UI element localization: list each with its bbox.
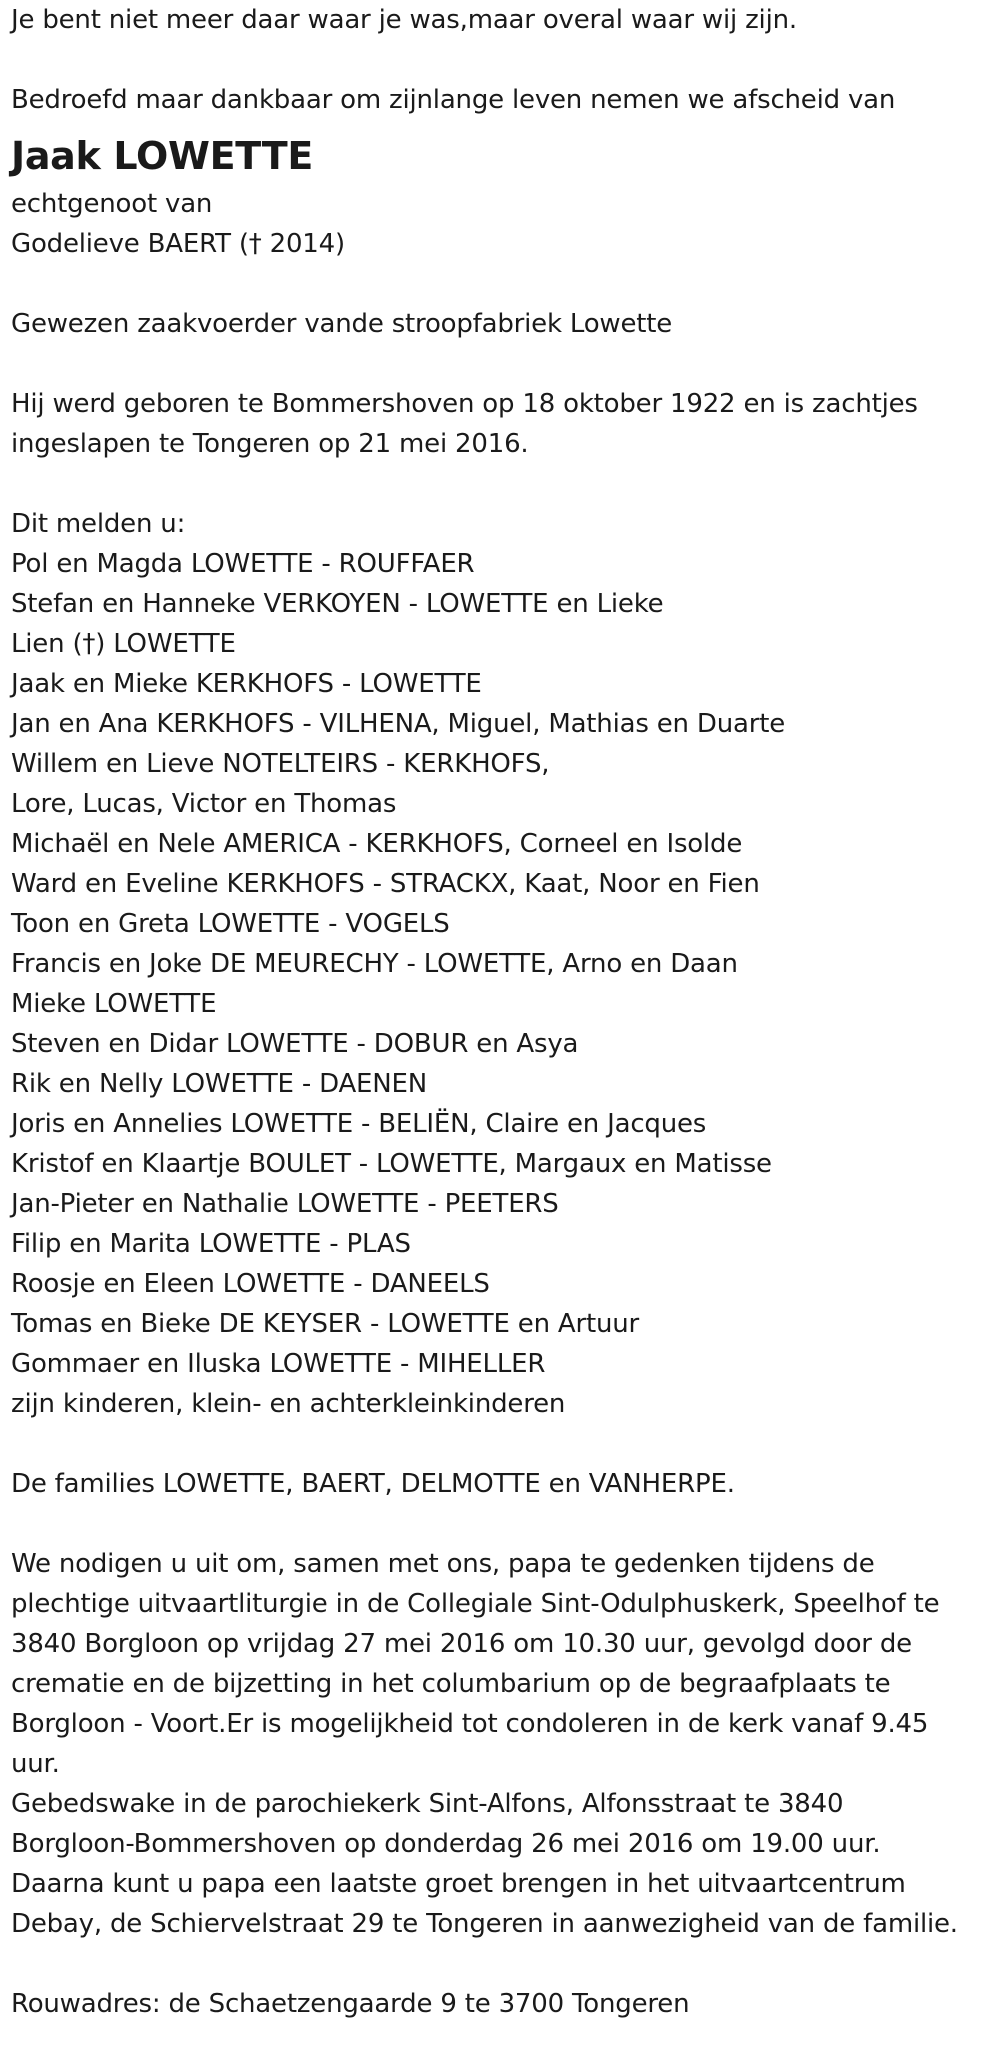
announcement-text: Bedroefd maar dankbaar om zijnlange leven nemen we afscheid van: [11, 85, 896, 115]
paragraph-line: 3840 Borgloon op vrijdag 27 mei 2016 om 10.30 uur, gevolgd door de: [11, 1629, 912, 1659]
list-item: Jaak en Mieke KERKHOFS - LOWETTE: [11, 669, 482, 699]
paragraph-line: Hij werd geboren te Bommershoven op 18 oktober 1922 en is zachtjes: [11, 389, 918, 419]
spacer: [11, 464, 991, 504]
list-item: Toon en Greta LOWETTE - VOGELS: [11, 909, 450, 939]
list-item: Lore, Lucas, Victor en Thomas: [11, 789, 397, 819]
list-item: Rik en Nelly LOWETTE - DAENEN: [11, 1069, 428, 1099]
paragraph-line: We nodigen u uit om, samen met ons, papa te gedenken tijdens de: [11, 1549, 875, 1579]
list-item: Kristof en Klaartje BOULET - LOWETTE, Margaux en Matisse: [11, 1149, 772, 1179]
list-item: Mieke LOWETTE: [11, 989, 217, 1019]
list-item: Willem en Lieve NOTELTEIRS - KERKHOFS,: [11, 749, 550, 779]
list-item: Jan-Pieter en Nathalie LOWETTE - PEETERS: [11, 1189, 559, 1219]
list-item: Tomas en Bieke DE KEYSER - LOWETTE en Artuur: [11, 1309, 640, 1339]
list-item: Lien (†) LOWETTE: [11, 629, 236, 659]
occupation-text: Gewezen zaakvoerder vande stroopfabriek Lowette: [11, 309, 673, 339]
list-item: Gommaer en Iluska LOWETTE - MIHELLER: [11, 1349, 546, 1379]
spouse-name: Godelieve BAERT († 2014): [11, 229, 345, 259]
paragraph-line: Gebedswake in de parochiekerk Sint-Alfons, Alfonsstraat te 3840: [11, 1789, 844, 1819]
spacer: [11, 1504, 991, 1544]
spacer: [11, 1944, 991, 1984]
deceased-name: Jaak LOWETTE: [11, 134, 314, 178]
mourning-address: Rouwadres: de Schaetzengaarde 9 te 3700 Tongeren: [11, 1989, 690, 2019]
spacer: [11, 264, 991, 304]
spacer: [11, 40, 991, 80]
announced-by-label: Dit melden u:: [11, 509, 186, 539]
paragraph-line: Debay, de Schiervelstraat 29 te Tongeren in aanwezigheid van de familie.: [11, 1909, 958, 1939]
paragraph-line: Borgloon - Voort.Er is mogelijkheid tot condoleren in de kerk vanaf 9.45: [11, 1709, 929, 1739]
list-item: Jan en Ana KERKHOFS - VILHENA, Miguel, Mathias en Duarte: [11, 709, 785, 739]
list-item: Francis en Joke DE MEURECHY - LOWETTE, Arno en Daan: [11, 949, 738, 979]
list-item: Roosje en Eleen LOWETTE - DANEELS: [11, 1269, 490, 1299]
spacer: [11, 1424, 991, 1464]
list-item: Filip en Marita LOWETTE - PLAS: [11, 1229, 411, 1259]
spacer: [11, 344, 991, 384]
paragraph-line: plechtige uitvaartliturgie in de Collegiale Sint-Odulphuskerk, Speelhof te: [11, 1589, 940, 1619]
list-item: Joris en Annelies LOWETTE - BELIËN, Claire en Jacques: [11, 1109, 707, 1139]
opening-quote: Je bent niet meer daar waar je was,maar overal waar wij zijn.: [11, 5, 797, 35]
paragraph-line: uur.: [11, 1749, 60, 1779]
paragraph-line: Borgloon-Bommershoven op donderdag 26 mei 2016 om 19.00 uur.: [11, 1829, 881, 1859]
list-item: Ward en Eveline KERKHOFS - STRACKX, Kaat, Noor en Fien: [11, 869, 760, 899]
obituary-notice: [11, 0, 991, 2024]
list-item: Michaël en Nele AMERICA - KERKHOFS, Corneel en Isolde: [11, 829, 743, 859]
birth-death-paragraph: [11, 384, 991, 464]
list-item: Pol en Magda LOWETTE - ROUFFAER: [11, 549, 475, 579]
list-item: Stefan en Hanneke VERKOYEN - LOWETTE en Lieke: [11, 589, 664, 619]
list-item: zijn kinderen, klein- en achterkleinkinderen: [11, 1389, 566, 1419]
spouse-intro: echtgenoot van: [11, 189, 213, 219]
list-item: Steven en Didar LOWETTE - DOBUR en Asya: [11, 1029, 579, 1059]
paragraph-line: Daarna kunt u papa een laatste groet brengen in het uitvaartcentrum: [11, 1869, 906, 1899]
paragraph-line: crematie en de bijzetting in het columbarium op de begraafplaats te: [11, 1669, 891, 1699]
families-line: De families LOWETTE, BAERT, DELMOTTE en VANHERPE.: [11, 1469, 735, 1499]
ceremony-paragraph: [11, 1544, 991, 1944]
family-members-list: [11, 544, 991, 1424]
paragraph-line: ingeslapen te Tongeren op 21 mei 2016.: [11, 429, 529, 459]
